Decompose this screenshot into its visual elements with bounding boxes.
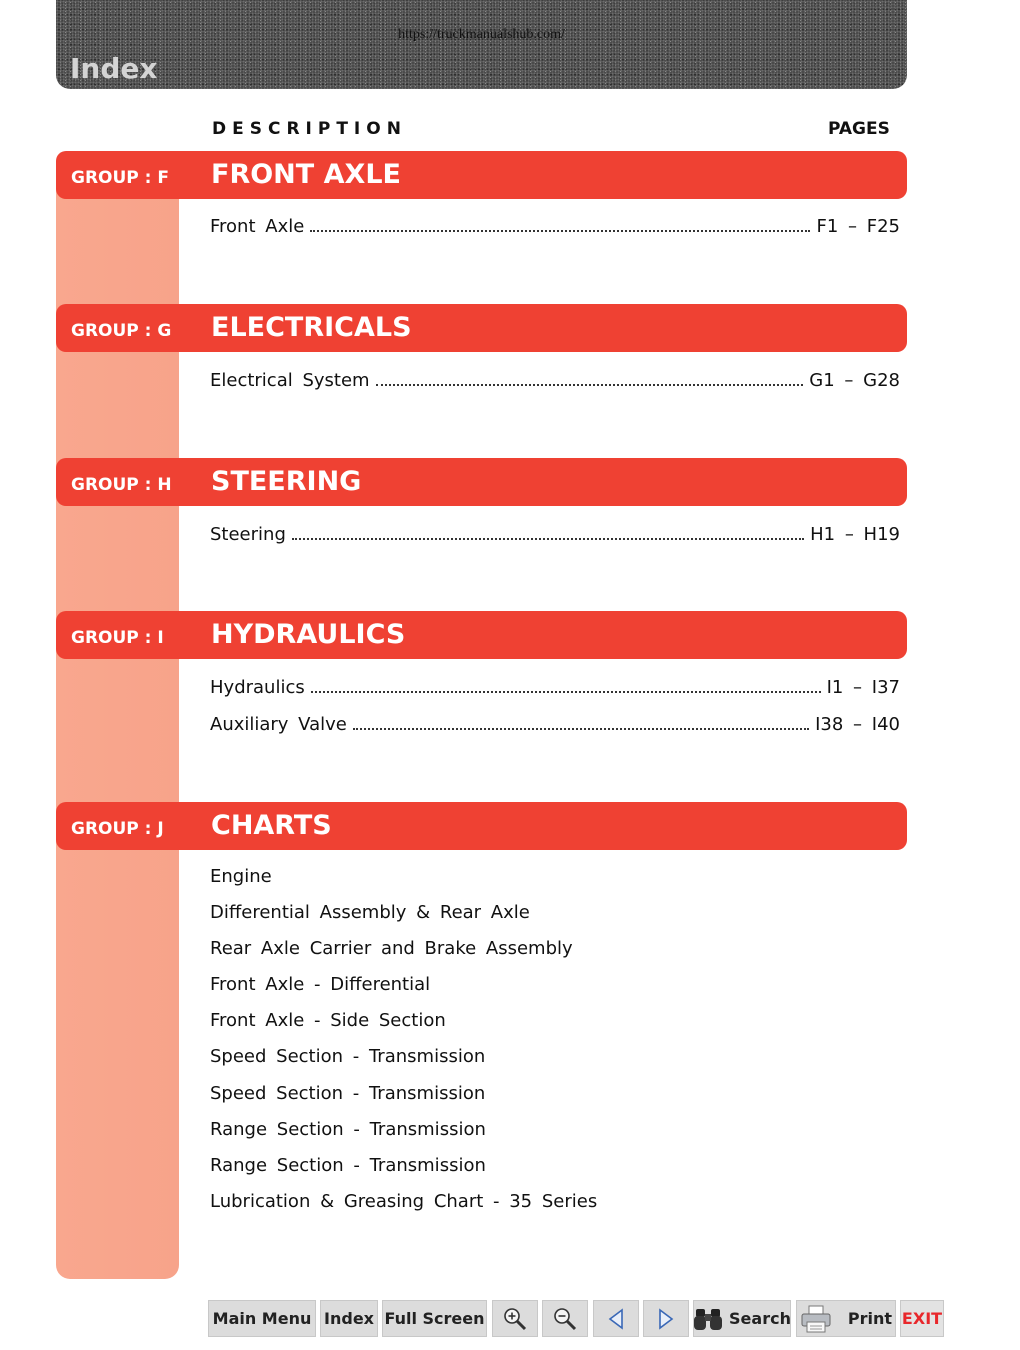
toc-entry-label: Hydraulics (210, 677, 305, 698)
zoom-in-button[interactable] (492, 1300, 538, 1337)
full-screen-button[interactable]: Full Screen (382, 1300, 487, 1337)
group-label: GROUP : H (71, 475, 172, 495)
zoom-out-button[interactable] (542, 1300, 588, 1337)
printer-icon (800, 1305, 834, 1333)
next-page-button[interactable] (643, 1300, 689, 1337)
chart-link-rear-axle-carrier[interactable]: Rear Axle Carrier and Brake Assembly (210, 938, 573, 959)
toc-entry-pages: F1 – F25 (816, 216, 900, 237)
chart-link-range-section-2[interactable]: Range Section - Transmission (210, 1155, 486, 1176)
previous-page-button[interactable] (593, 1300, 639, 1337)
toc-entry-front-axle[interactable] (210, 213, 900, 237)
group-header-j (56, 802, 907, 850)
zoom-in-icon (502, 1306, 528, 1332)
group-title: CHARTS (211, 810, 332, 841)
group-header-f (56, 151, 907, 199)
chart-link-differential-rear-axle[interactable]: Differential Assembly & Rear Axle (210, 902, 530, 923)
group-title: FRONT AXLE (211, 159, 401, 190)
group-label: GROUP : G (71, 321, 172, 341)
toc-entry-auxiliary-valve[interactable] (210, 711, 900, 735)
index-button[interactable]: Index (320, 1300, 378, 1337)
chart-link-lubrication-chart[interactable]: Lubrication & Greasing Chart - 35 Series (210, 1191, 598, 1212)
chart-link-range-section-1[interactable]: Range Section - Transmission (210, 1119, 486, 1140)
triangle-left-icon (606, 1307, 626, 1331)
toc-entry-label: Electrical System (210, 370, 370, 391)
triangle-right-icon (656, 1307, 676, 1331)
toc-entry-pages: H1 – H19 (810, 524, 900, 545)
watermark-url: https://truckmanualshub.com/ (398, 27, 565, 42)
dot-leader (376, 384, 804, 386)
chart-link-front-axle-differential[interactable]: Front Axle - Differential (210, 974, 431, 995)
toc-entry-electrical-system[interactable] (210, 367, 900, 391)
toc-entry-label: Steering (210, 524, 286, 545)
header-banner (56, 0, 907, 89)
toc-entry-pages: G1 – G28 (809, 370, 900, 391)
dot-leader (292, 538, 804, 540)
toc-entry-pages: I38 – I40 (815, 714, 900, 735)
group-label: GROUP : J (71, 819, 164, 839)
column-header-description: DESCRIPTION (212, 119, 407, 139)
exit-button[interactable]: EXIT (900, 1300, 944, 1337)
chart-link-engine[interactable]: Engine (210, 866, 272, 887)
group-header-h (56, 458, 907, 506)
page-title: Index (70, 52, 158, 85)
print-button-label: Print (847, 1309, 893, 1328)
dot-leader (310, 230, 810, 232)
print-button[interactable] (796, 1300, 896, 1337)
bottom-toolbar (0, 1300, 1020, 1337)
group-header-g (56, 304, 907, 352)
group-title: STEERING (211, 466, 362, 497)
toc-entry-pages: I1 – I37 (826, 677, 900, 698)
binoculars-icon (693, 1306, 723, 1332)
toc-entry-steering[interactable] (210, 521, 900, 545)
search-button[interactable] (693, 1300, 791, 1337)
toc-entry-hydraulics[interactable] (210, 674, 900, 698)
column-header-pages: PAGES (828, 119, 890, 139)
chart-link-speed-section-2[interactable]: Speed Section - Transmission (210, 1083, 486, 1104)
dot-leader (353, 728, 809, 730)
main-menu-button[interactable]: Main Menu (208, 1300, 316, 1337)
group-label: GROUP : I (71, 628, 164, 648)
group-label: GROUP : F (71, 168, 170, 188)
toc-entry-label: Auxiliary Valve (210, 714, 347, 735)
group-title: HYDRAULICS (211, 619, 406, 650)
toc-entry-label: Front Axle (210, 216, 305, 237)
group-title: ELECTRICALS (211, 312, 412, 343)
zoom-out-icon (552, 1306, 578, 1332)
chart-link-speed-section-1[interactable]: Speed Section - Transmission (210, 1046, 486, 1067)
group-header-i (56, 611, 907, 659)
chart-link-front-axle-side-section[interactable]: Front Axle - Side Section (210, 1010, 446, 1031)
search-button-label: Search (729, 1309, 791, 1328)
dot-leader (311, 691, 821, 693)
